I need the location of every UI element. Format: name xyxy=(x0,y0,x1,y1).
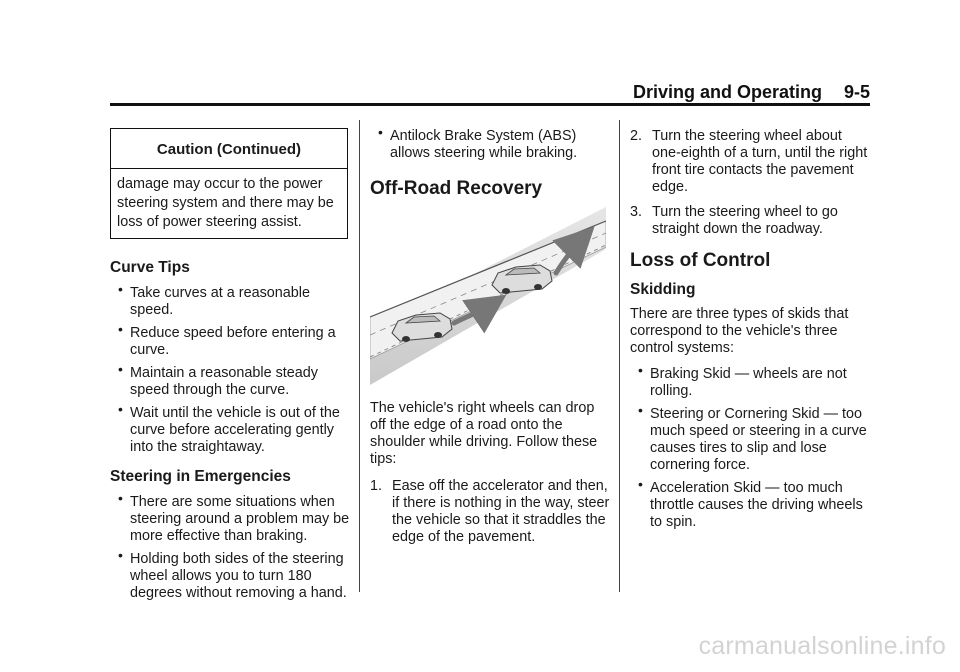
list-item: • Acceleration Skid — too much throttle causes the driving wheels to spin. xyxy=(638,476,863,530)
curve-tips-heading: Curve Tips xyxy=(110,259,190,276)
bullet-icon: • xyxy=(118,490,123,506)
page-number: 9-5 xyxy=(843,82,870,102)
column-divider-1 xyxy=(359,120,360,592)
column-3 xyxy=(630,128,870,537)
list-item: 1. Ease off the accelerator and then, if there is nothing in the way, steer the vehicle so that it straddles the edge of the pavement. xyxy=(370,478,610,545)
off-road-recovery-illustration xyxy=(370,207,606,385)
list-item: • Holding both sides of the steering wheel allows you to turn 180 degrees without removing a hand. xyxy=(118,547,347,601)
list-item: • There are some situations when steering around a problem may be more effective than braking. xyxy=(118,490,350,544)
list-item: • Wait until the vehicle is out of the curve before accelerating gently into the straightaway. xyxy=(118,401,340,455)
bullet-icon: • xyxy=(118,361,123,377)
bullet-icon: • xyxy=(118,547,123,563)
caution-box xyxy=(110,128,348,239)
list-item: • Take curves at a reasonable speed. xyxy=(118,281,310,318)
list-item: 3. Turn the steering wheel to go straight down the roadway. xyxy=(630,204,838,237)
off-road-steps-continued xyxy=(630,128,870,238)
page-header xyxy=(110,82,870,104)
bullet-icon: • xyxy=(378,124,383,140)
header-rule xyxy=(110,103,870,106)
off-road-intro: The vehicle's right wheels can drop off the edge of a road onto the shoulder while driving. Follow these tips: xyxy=(370,400,598,467)
skidding-intro: There are three types of skids that correspond to the vehicle's three control systems: xyxy=(630,306,849,356)
bullet-icon: • xyxy=(118,321,123,337)
skidding-heading: Skidding xyxy=(630,281,696,298)
off-road-heading: Off-Road Recovery xyxy=(370,178,543,199)
bullet-icon: • xyxy=(118,281,123,297)
list-item: • Antilock Brake System (ABS) allows steering while braking. xyxy=(378,124,578,161)
section-title: Driving and Operating xyxy=(632,82,822,102)
caution-body: damage may occur to the power steering system and there may be loss of power steering assist. xyxy=(117,176,334,230)
abs-list xyxy=(370,124,610,162)
loss-of-control-heading: Loss of Control xyxy=(630,250,771,271)
list-item: • Reduce speed before entering a curve. xyxy=(118,321,336,358)
list-item: • Braking Skid — wheels are not rolling. xyxy=(638,362,847,399)
steering-emergencies-heading: Steering in Emergencies xyxy=(110,468,291,485)
column-1 xyxy=(110,128,350,608)
skidding-list xyxy=(630,362,870,531)
column-divider-2 xyxy=(619,120,620,592)
off-road-steps-list xyxy=(370,478,610,546)
list-item: • Maintain a reasonable steady speed through the curve. xyxy=(118,361,318,398)
curve-tips-list xyxy=(110,281,350,456)
list-item: • Steering or Cornering Skid — too much speed or steering in a curve causes tires to slip and lose cornering force. xyxy=(638,402,867,473)
watermark: carmanualsonline.info xyxy=(698,632,946,660)
caution-title: Caution (Continued) xyxy=(111,129,347,169)
column-2 xyxy=(370,124,610,554)
bullet-icon: • xyxy=(638,362,643,378)
bullet-icon: • xyxy=(118,401,123,417)
bullet-icon: • xyxy=(638,476,643,492)
steering-emergencies-list xyxy=(110,490,350,602)
list-item: 2. Turn the steering wheel about one-eighth of a turn, until the right front tire contacts the pavement edge. xyxy=(630,128,868,195)
bullet-icon: • xyxy=(638,402,643,418)
